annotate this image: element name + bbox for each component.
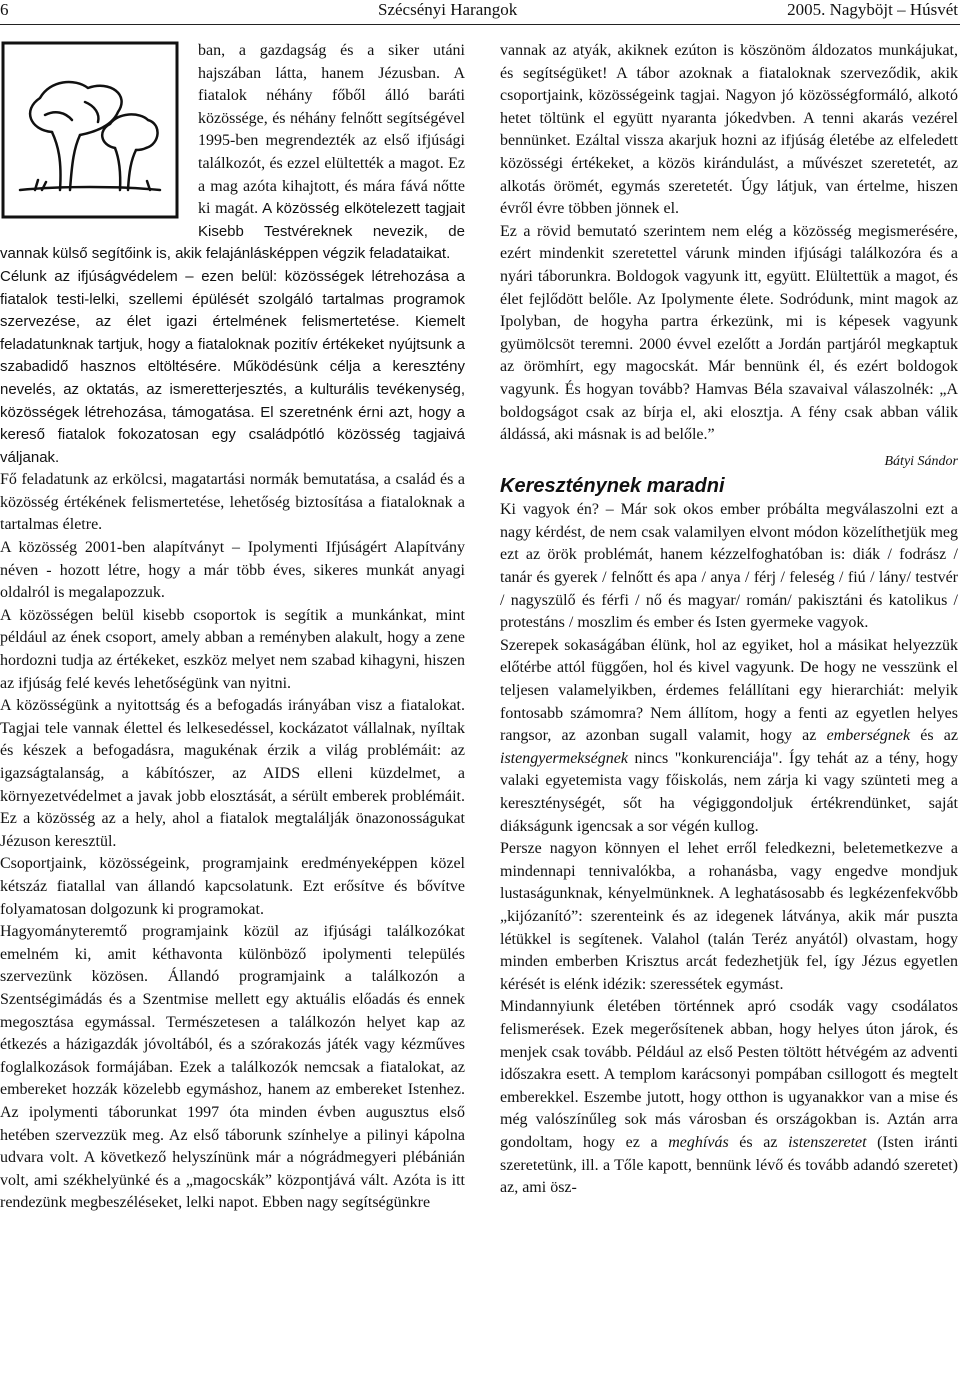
left-paragraph-3: Fő feladatunk az erkölcsi, magatartási normák bemutatása, a család és a közösség értékének felismertetése, lehetőség biztosítása a fiataloknak a tartalmas életre. <box>0 471 465 534</box>
right-paragraph-2: Ez a rövid bemutató szerintem nem elég a közösség megismerésére, ezért mindenkit szeretettel várunk minden ifjúsági találkozóra és a nyári táborunkra. Boldogok vagyunk itt, együtt. Elültettük a magot, és élet fejlődött belőle. Az Ipolymente élete. Sodródunk, mint magok az Ipolyban, de hogyha partra érkezünk, mi is képesek vagyunk gyümölcsöt teremni. 2000 évvel ezelőtt a Jordán partjáról megkaptuk az örömhírt, egy magocskát. Már bennünk él, és ezért boldogok vagyunk. És hogyan tovább? Hamvas Béla szavaival válaszolnék: „A boldogságot csak az bírja el, aki elosztja. A fény csak abban válik áldássá, aki másnak is ad belőle.” <box>500 222 958 444</box>
right-paragraph-4-part-2: és az <box>910 727 958 745</box>
page-number: 6 <box>0 0 9 19</box>
running-header <box>0 0 960 25</box>
tree-illustration <box>0 40 180 220</box>
right-paragraph-6-part-3: (Isten iránti szeretetünk, ill. a Tőle kapott, bennünk lévő és tovább adandó szeretet) az, ami ösz- <box>500 1133 958 1197</box>
right-paragraph-6-part-2: és az <box>728 1133 789 1151</box>
emphasis-istenszeretet: istenszeretet <box>788 1133 867 1151</box>
right-paragraph-4-part-3: nincs "konkurenciája". Így tehát az a tény, hogy valaki egyetemista vagy főiskolás, nem zárja ki vagy szünteti meg a kereszténységét, sőt ha végiggondoljuk értékrendünket, saját diákságunk igencsak a sor végén kullog. <box>500 749 958 835</box>
left-paragraph-6: A közösségünk a nyitottság és a befogadás irányában visz a fiatalokat. Tagjai tele vannak élettel és lelkesedéssel, kockázatot vállalnak, nyíltak és készek a befogadásra, magukénak érzik a világ problémáit: az igazságtalanság, a kábítószer, az AIDS elleni küzdelmet, a környezetvédelmet a javak jobb elosztását, a sérült emberek problémáit. Ez a közösség az a hely, ahol a fiatalok megtalálják önazonosságukat Jézuson keresztül. <box>0 697 465 850</box>
left-column <box>0 40 465 1215</box>
left-paragraph-8: Hagyományteremtő programjaink közül az ifjúsági találkozókat emelném ki, amit kéthavonta különböző ipolymenti település szervezünk közösen. Állandó programjaink a találkozón a Szentségimádás és a Szentmise mellett egy aktuális előadás és ennek megosztása egymással. Természetesen a találkozón helyet kap az étkezés a házigazdák jóvoltából, és a szórakozás játék vagy kézműves foglalkozások formájában. Ezek a találkozók nemcsak a fiatalokat, az embereket hozzák közelebb egymáshoz, hanem az embereket Istenhez. Az ipolymenti táborunkat 1997 óta minden évben augusztus első hetében szervezzük meg. Az első táborunk színhelye a pilinyi kápolna udvara volt. A következő helyszínünk már a nógrádmegyeri plébánián volt, ami székhelyünké és a „magocskák” központjává vált. Azóta is itt rendezünk megbeszéléseket, lelki napot. Ebben nagy segítségünkre <box>0 923 465 1212</box>
issue-label: 2005. Nagyböjt – Húsvét <box>787 0 958 19</box>
left-paragraph-1: ban, a gazdagság és a siker utáni hajszában látta, hanem Jézusban. A fiatalok néhány főből álló baráti közössége, és néhány felnőtt segítségével 1995-ben megrendezték az első ifjúsági találkozót, és ezzel elültették a magot. Ez a mag azóta kihajtott, és mára fává nőtte ki magát. <box>198 42 465 218</box>
right-paragraph-4-part-1: Szerepek sokaságában élünk, hol az egyiket, hol a másikat helyezzük előtérbe attól függően, hol és kivel vagyunk. De hogy ne vesszünk el teljesen valamelyikben, érdemes felállítani egy hierarchiát: melyik fontosabb számomra? Nem állítom, hogy a fenti az egyetlen helyes rangsor, az azonban sugall valamit, hogy az <box>500 636 958 745</box>
left-paragraph-7: Csoportjaink, közösségeink, programjaink eredményeképpen közel kétszáz fiatallal van állandó kapcsolatunk. Ezt erősítve és bővítve folyamatosan dolgozunk ki programokat. <box>0 855 465 918</box>
left-paragraph-2: Célunk az ifjúságvédelem – ezen belül: közösségek létrehozása a fiatalok testi-lelki, szellemi épülését szolgáló tartalmas programok szervezése, az élet igazi értelmének felismertetése. Kiemelt feladatunknak tartjuk, hogy a fiataloknak pozitív értékeket nyújtsunk a szabadidő hasznos eltöltésére. Működésünk célja a keresztény nevelés, az oktatás, az ismeretterjesztés, a kulturális tevékenység, közösségek létrehozása, támogatása. El szeretnénk érni azt, hogy a kereső fiatalok fokozatosan egy családpótló közösség tagjaivá váljanak. <box>0 267 465 466</box>
left-paragraph-5: A közösségen belül kisebb csoportok is segítik a munkánkat, mint például az ének csoport, amely abban a reményben alakult, hogy a zene hordozni tudja az értékeket, eszköz melyet nem szabad kihagyni, hiszen az ifjúság felé kevés lehetőségünk van nyitni. <box>0 606 465 692</box>
section-title: Kereszténynek maradni <box>500 475 725 498</box>
right-paragraph-3: Ki vagyok én? – Már sok okos ember próbálta megválaszolni ezt a nagy kérdést, de nem csak valamilyen elvont módon közelíthetjük meg ezt az örök problémát, hanem kézzelfoghatóban is: diák / fodrász / tanár és gyerek / felnőtt és apa / anya / férj / feleség / fiú / lány/ testvér / nagyszülő és férfi / nő és magyar/ román/ pakisztáni és katolikus / protestáns / moszlim és ember és Isten gyermeke vagyok. <box>500 501 958 632</box>
author-signature: Bátyi Sándor <box>884 453 958 469</box>
emphasis-meghivas: meghívás <box>668 1133 729 1151</box>
emphasis-istengyermekseg: istengyermekségnek <box>500 749 628 767</box>
left-paragraph-4: A közösség 2001-ben alapítványt – Ipolymenti Ifjúságért Alapítvány néven - hozott létre, hogy a már több éves, sikeres munkát anyagi oldalról is megalapozzuk. <box>0 539 465 602</box>
publication-title: Szécsényi Harangok <box>378 0 518 19</box>
right-paragraph-1: vannak az atyák, akiknek ezúton is köszönöm áldozatos munkájukat, és segítségüket! A tábor azoknak a fiataloknak szerveződik, akik csoportjaink, közösségeink tagjai. Nagyon jó közösségformáló, alkotó hetet töltünk el együtt nyaranta jókedvben. A tenni akarás vezérel bennünket. Ezáltal vissza akarjuk hozni az ifjúság életébe az elfeledett közösségi értékeket, a közös kirándulást, a művészet szeretetét, az alkotás örömét, egymás szeretetét. Úgy látjuk, van értelme, hiszen évről évre többen jönnek el. <box>500 42 958 218</box>
right-paragraph-6 <box>500 996 958 1199</box>
right-column <box>500 40 958 1200</box>
right-paragraph-6-part-1: Mindannyiunk életében történnek apró csodák vagy csodálatos felismerések. Ezek megerősítenek abban, hogy helyes úton járok, és menjek csak tovább. Például az első Pesten töltött hétvégém az adventi időszakra esett. A templom karácsonyi pompában csillogott és megtelt emberekkel. Eszembe jutott, hogy otthon is ugyanakkor van a mise és még valószínűleg sok más városban és országokban is. Aztán arra gondoltam, hogy ez a <box>500 998 958 1151</box>
left-paragraph-1b: A közösség elkötelezett tagjait Kisebb Testvéreknek nevezik, de vannak külső segítőink is, akik felajánlásképpen végzik feladataikat. <box>0 200 465 263</box>
emphasis-emberseg: emberségnek <box>826 727 911 745</box>
right-paragraph-5: Persze nagyon könnyen el lehet erről feledkezni, beletemetkezve a mindennapi tennivalókba, a rohanásba, vagy engedve mondjuk lustaságunknak, kényelmünknek. A leghatásosabb és legkézenfekvőbb „kijózanító”: szerenteink és az idegenek látványa, akik már puszta létükkel is segítenek. Valahol (talán Teréz anyától) olvastam, hogy minden emberben Krisztus arcát fedezhetjük fel, így Jézus egyetlen kérését is elénk idézik: szeressétek egymást. <box>500 840 958 993</box>
right-paragraph-4 <box>500 635 958 838</box>
